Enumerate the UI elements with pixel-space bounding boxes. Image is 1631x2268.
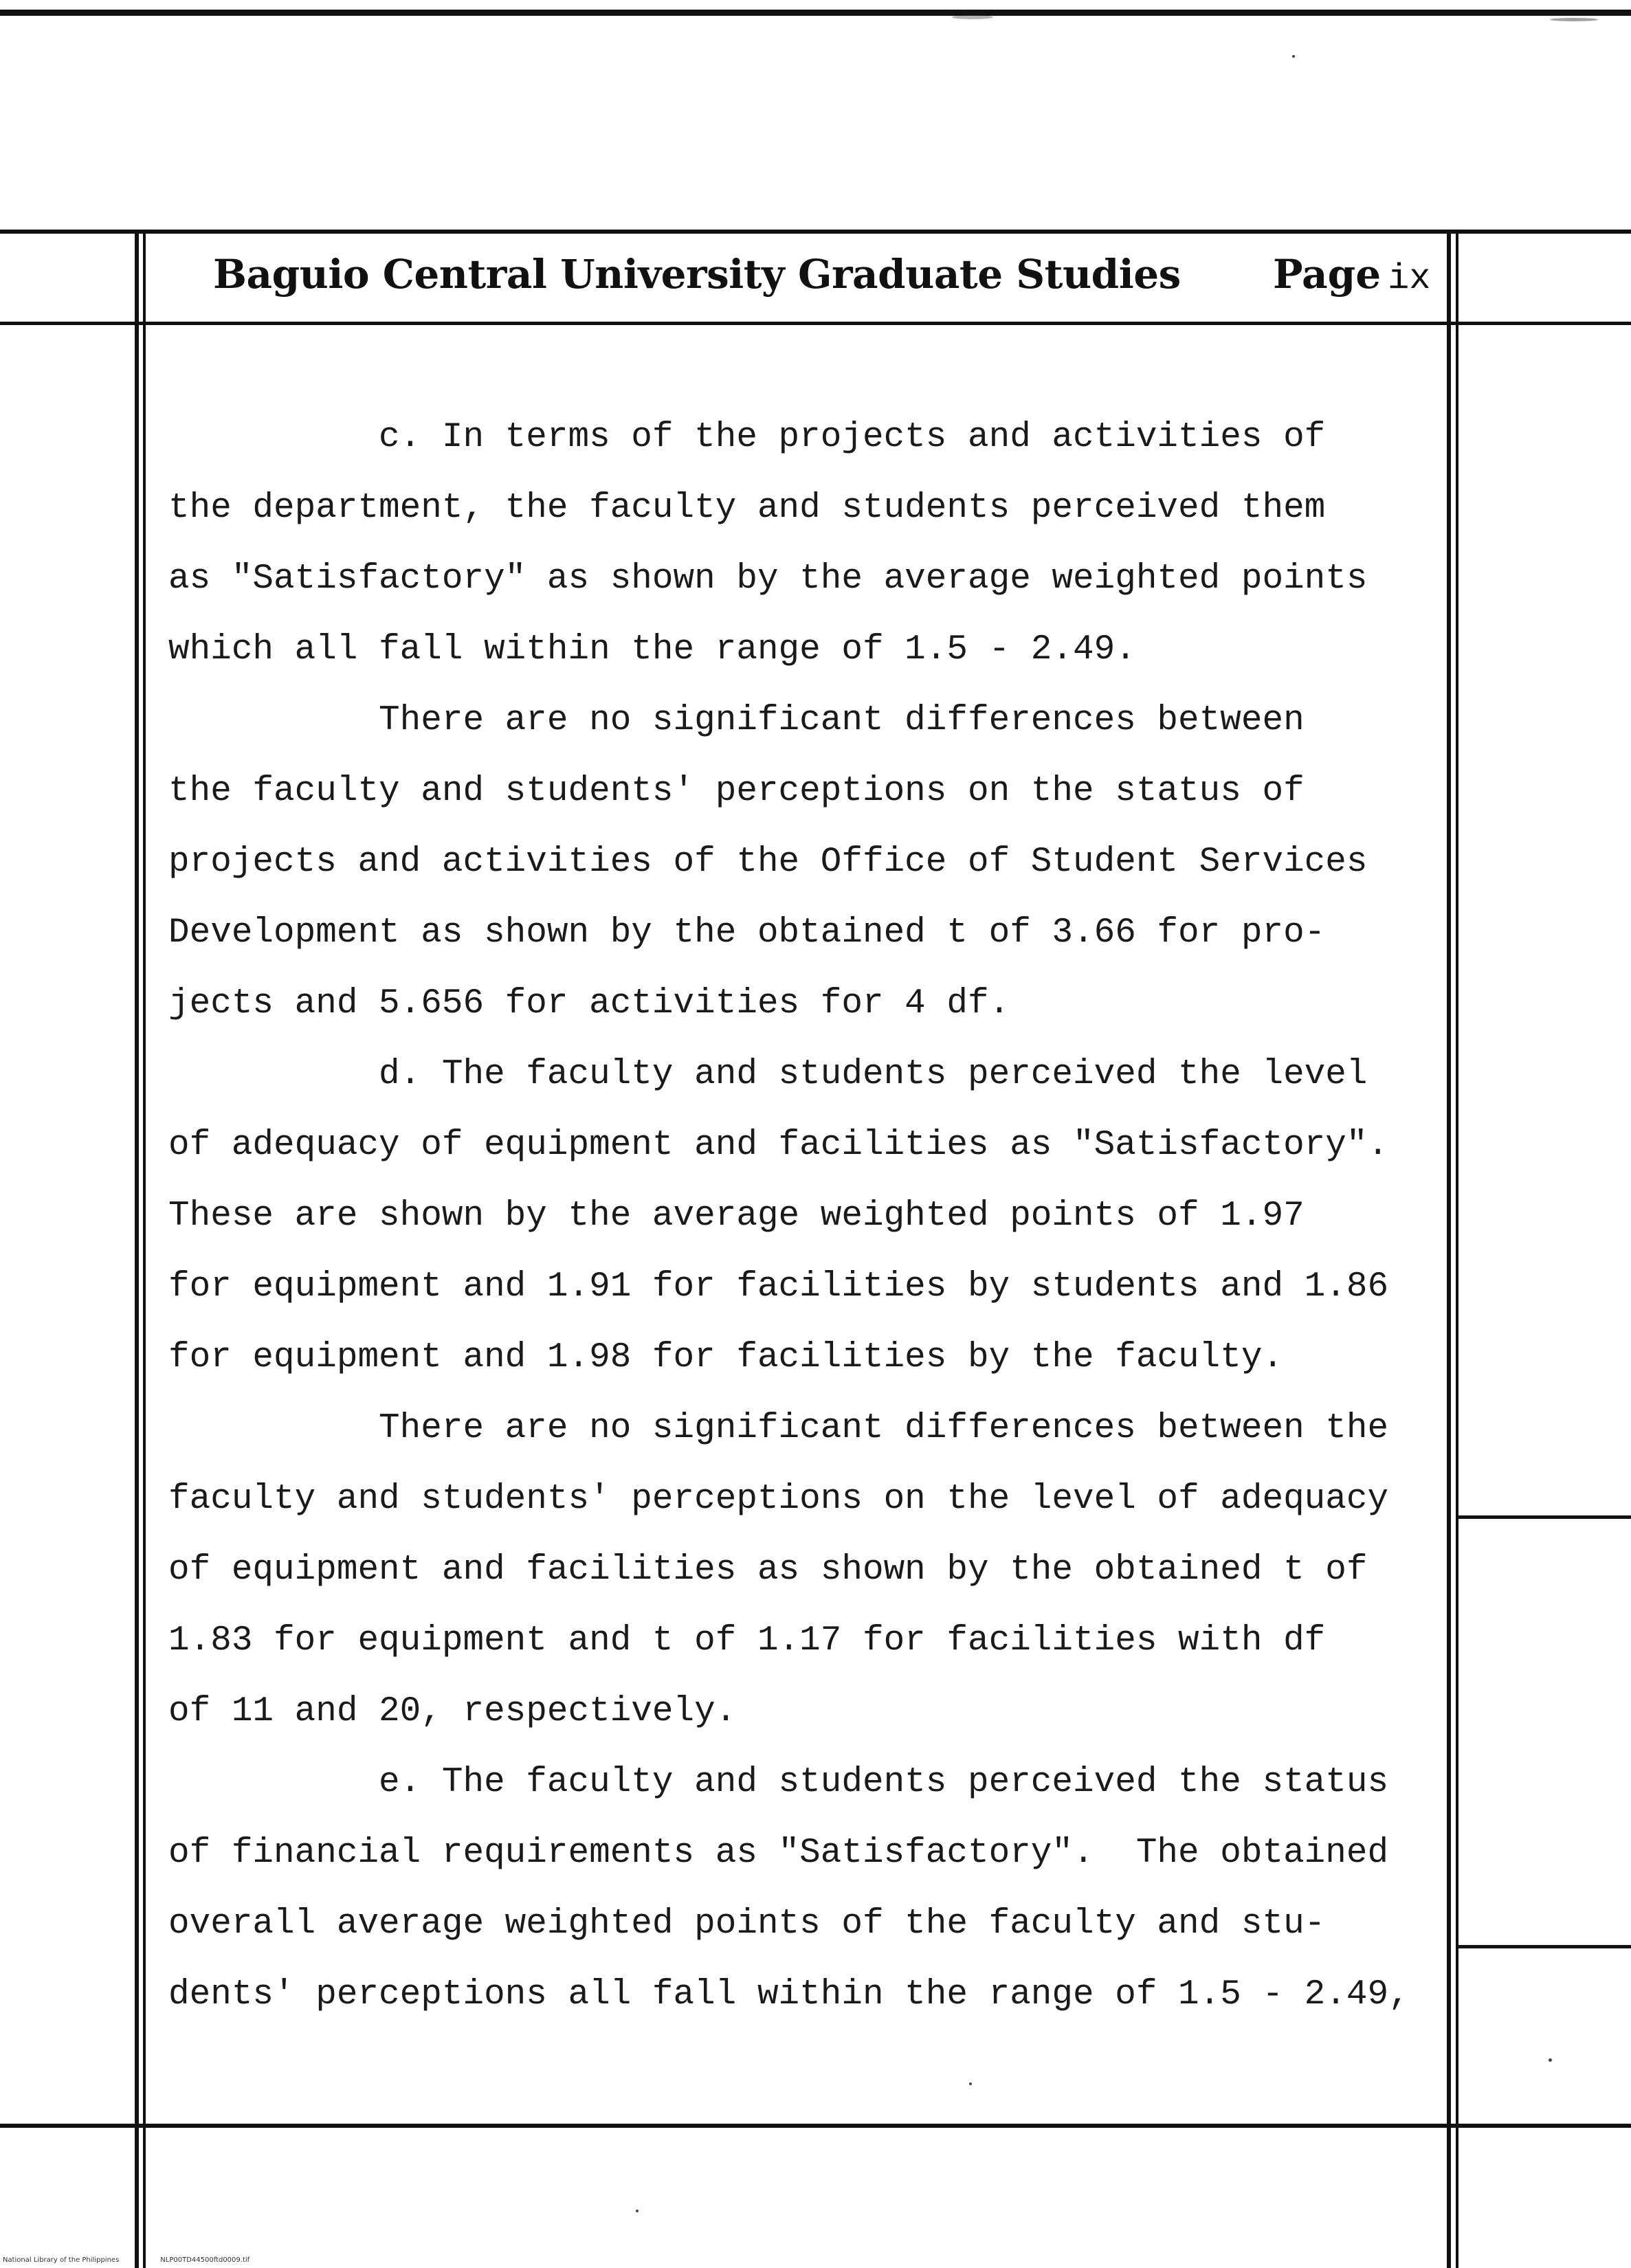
footer-rule <box>0 2124 1631 2128</box>
text-line: There are no significant differences between the <box>168 1409 1389 1448</box>
text-line: the faculty and students' perceptions on the status of <box>168 772 1305 811</box>
scan-speck <box>952 15 993 19</box>
page-header-title: Baguio Central University Graduate Studies <box>213 251 1181 298</box>
scan-speck <box>1549 2058 1552 2062</box>
text-line: overall average weighted points of the faculty and stu- <box>168 1904 1326 1944</box>
text-line: There are no significant differences between <box>168 701 1305 740</box>
scan-speck <box>636 2210 639 2212</box>
right-margin-rule-1 <box>1458 1515 1631 1519</box>
right-margin-rule-2 <box>1458 1945 1631 1948</box>
text-line: of adequacy of equipment and facilities as "Satisfactory". <box>168 1126 1389 1165</box>
scan-speck <box>1550 18 1598 21</box>
text-line: 1.83 for equipment and t of 1.17 for facilities with df <box>168 1621 1326 1660</box>
text-line: of 11 and 20, respectively. <box>168 1692 737 1731</box>
text-line: as "Satisfactory" as shown by the average weighted points <box>168 559 1368 599</box>
left-inner-frame-rule <box>143 234 146 2268</box>
text-line: These are shown by the average weighted points of 1.97 <box>168 1197 1305 1236</box>
right-frame-rule <box>1447 234 1451 2268</box>
right-inner-frame-rule <box>1456 234 1458 2268</box>
page-number-label <box>1273 251 1431 299</box>
top-edge-rule <box>0 10 1631 16</box>
text-line: for equipment and 1.91 for facilities by students and 1.86 <box>168 1267 1389 1307</box>
scan-footer <box>3 2256 249 2264</box>
scan-library-credit: National Library of the Philippines <box>3 2256 120 2264</box>
header-bottom-rule <box>0 322 1631 325</box>
text-line: dents' perceptions all fall within the range of 1.5 - 2.49, <box>168 1975 1410 2014</box>
text-line: the department, the faculty and students perceived them <box>168 489 1326 528</box>
scan-speck <box>969 2082 972 2085</box>
left-frame-rule <box>135 234 139 2268</box>
page-word: Page <box>1273 251 1382 298</box>
text-line: c. In terms of the projects and activities of <box>168 418 1326 457</box>
text-line: of equipment and facilities as shown by the obtained t of <box>168 1550 1368 1590</box>
page-number: ix <box>1388 258 1431 299</box>
text-line: for equipment and 1.98 for facilities by the faculty. <box>168 1338 1284 1377</box>
text-line: Development as shown by the obtained t of 3.66 for pro- <box>168 913 1326 953</box>
text-line: of financial requirements as "Satisfactory". The obtained <box>168 1834 1389 1873</box>
scan-file-id: NLP00TD44500ftd0009.tif <box>160 2256 250 2264</box>
text-line: projects and activities of the Office of Student Services <box>168 843 1368 882</box>
scan-speck <box>1292 55 1295 58</box>
body-text <box>168 402 1440 2030</box>
text-line: e. The faculty and students perceived the status <box>168 1763 1389 1802</box>
text-line: jects and 5.656 for activities for 4 df. <box>168 984 1010 1023</box>
text-line: d. The faculty and students perceived the level <box>168 1055 1368 1094</box>
text-line: faculty and students' perceptions on the level of adequacy <box>168 1480 1389 1519</box>
text-line: which all fall within the range of 1.5 - 2.49. <box>168 630 1136 669</box>
header-top-rule <box>0 230 1631 234</box>
